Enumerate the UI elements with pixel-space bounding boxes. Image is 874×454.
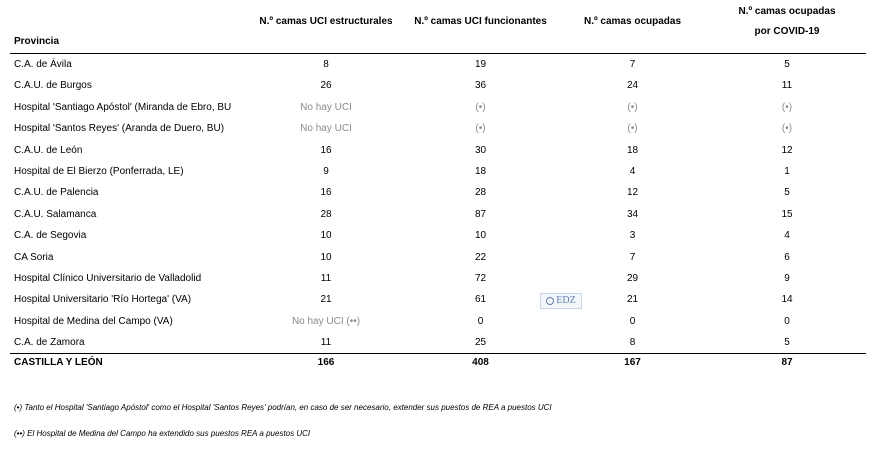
header-camas-estructurales: N.º camas UCI estructurales <box>259 16 393 27</box>
cell-ocupadas: 24 <box>626 80 639 92</box>
table-row <box>0 118 874 139</box>
cell-funcionantes: 87 <box>474 208 487 220</box>
watermark-text: EDZ <box>556 295 576 306</box>
cell-estructurales: 21 <box>320 294 332 306</box>
header-provincia: Provincia <box>14 36 60 47</box>
cell-estructurales: 10 <box>320 230 332 242</box>
cell-funcionantes: 36 <box>474 80 487 92</box>
table-row <box>0 311 874 332</box>
cell-provincia: C.A.U. de Burgos <box>14 80 92 92</box>
table-row <box>0 289 874 310</box>
cell-estructurales: 16 <box>320 187 332 199</box>
cell-ocupadas: (•) <box>627 101 638 113</box>
cell-covid: 11 <box>781 80 793 92</box>
cell-provincia: Hospital 'Santos Reyes' (Aranda de Duero, BU) <box>14 123 225 135</box>
cell-ocupadas: 4 <box>629 165 636 177</box>
table-row <box>0 332 874 353</box>
cell-estructurales: No hay UCI <box>300 101 352 113</box>
cell-estructurales: 11 <box>320 337 332 349</box>
table-row <box>0 204 874 225</box>
table-row <box>0 225 874 246</box>
table-row <box>0 75 874 96</box>
cell-funcionantes: 28 <box>474 187 487 199</box>
table-row <box>0 97 874 118</box>
cell-estructurales: 28 <box>320 208 332 220</box>
table-row <box>0 54 874 75</box>
table-body <box>0 54 874 353</box>
cell-estructurales: 9 <box>323 165 329 177</box>
cell-funcionantes: 10 <box>474 230 487 242</box>
cell-covid: 1 <box>784 165 790 177</box>
cell-estructurales: 10 <box>320 251 332 263</box>
cell-funcionantes: 61 <box>474 294 487 306</box>
cell-ocupadas: 29 <box>626 272 639 284</box>
cell-funcionantes: (•) <box>475 123 486 135</box>
header-camas-covid-line2: por COVID-19 <box>754 26 820 37</box>
footnote-double-dot: (••) El Hospital de Medina del Campo ha extendido sus puestos REA a puestos UCI <box>14 429 311 438</box>
cell-ocupadas: 7 <box>629 59 636 70</box>
cell-estructurales: 11 <box>320 272 332 284</box>
edz-watermark <box>540 293 582 309</box>
cell-estructurales: No hay UCI <box>300 123 352 135</box>
cell-funcionantes: 25 <box>474 337 487 349</box>
total-covid: 87 <box>781 357 793 368</box>
cell-ocupadas: 3 <box>629 230 636 242</box>
cell-covid: 6 <box>784 251 790 263</box>
footnote-single-dot: (•) Tanto el Hospital 'Santiago Apóstol' como el Hospital 'Santos Reyes' podrían, en caso de ser necesario, extender sus puestos de REA a puestos UCI <box>14 403 552 412</box>
total-row <box>0 353 874 373</box>
cell-provincia: Hospital Clínico Universitario de Valladolid <box>14 272 202 284</box>
cell-ocupadas: (•) <box>627 123 638 135</box>
cell-covid: 5 <box>784 187 790 199</box>
cell-provincia: Hospital 'Santiago Apóstol' (Miranda de Ebro, BU <box>14 101 232 113</box>
cell-provincia: C.A.U. de León <box>14 144 83 156</box>
total-provincia: CASTILLA Y LEÓN <box>14 357 103 368</box>
cell-covid: 5 <box>784 59 790 70</box>
cell-provincia: C.A.U. de Palencia <box>14 187 99 199</box>
cell-estructurales: 8 <box>323 59 329 70</box>
cell-covid: 5 <box>784 337 790 349</box>
table-row <box>0 182 874 203</box>
cell-covid: (•) <box>781 101 793 113</box>
header-camas-funcionantes: N.º camas UCI funcionantes <box>414 16 547 27</box>
cell-ocupadas: 7 <box>629 251 636 263</box>
cell-covid: 0 <box>784 315 790 327</box>
header-camas-ocupadas: N.º camas ocupadas <box>583 16 682 27</box>
cell-funcionantes: 22 <box>474 251 487 263</box>
cell-provincia: C.A. de Ávila <box>14 59 72 70</box>
cell-ocupadas: 21 <box>626 294 639 306</box>
cell-funcionantes: 72 <box>474 272 487 284</box>
cell-funcionantes: (•) <box>475 101 486 113</box>
cell-ocupadas: 8 <box>629 337 636 349</box>
cell-covid: 12 <box>781 144 793 156</box>
cell-funcionantes: 30 <box>474 144 487 156</box>
cell-covid: 9 <box>784 272 790 284</box>
cell-funcionantes: 19 <box>474 59 487 70</box>
cell-covid: 15 <box>781 208 793 220</box>
cell-covid: (•) <box>781 123 793 135</box>
cell-provincia: Hospital de El Bierzo (Ponferrada, LE) <box>14 165 184 177</box>
total-funcionantes: 408 <box>472 357 489 368</box>
cell-provincia: Hospital de Medina del Campo (VA) <box>14 315 173 327</box>
globe-icon <box>546 297 554 305</box>
cell-covid: 4 <box>784 230 790 242</box>
cell-ocupadas: 0 <box>629 315 636 327</box>
cell-provincia: C.A.U. Salamanca <box>14 208 97 220</box>
cell-ocupadas: 34 <box>626 208 639 220</box>
cell-covid: 14 <box>781 294 793 306</box>
cell-provincia: CA Soria <box>14 251 54 263</box>
cell-provincia: C.A. de Segovia <box>14 230 87 242</box>
cell-estructurales: No hay UCI (••) <box>291 315 361 327</box>
cell-funcionantes: 0 <box>477 315 484 327</box>
cell-ocupadas: 12 <box>626 187 639 199</box>
cell-funcionantes: 18 <box>474 165 487 177</box>
cell-estructurales: 26 <box>320 80 332 92</box>
table-row <box>0 268 874 289</box>
cell-provincia: C.A. de Zamora <box>14 337 85 349</box>
table-row <box>0 247 874 268</box>
cell-ocupadas: 18 <box>626 144 639 156</box>
header-camas-covid-line1: N.º camas ocupadas <box>738 6 836 17</box>
header-camas-covid <box>712 2 862 42</box>
total-estructurales: 166 <box>317 357 335 368</box>
total-ocupadas: 167 <box>624 357 641 368</box>
cell-estructurales: 16 <box>320 144 332 156</box>
table-row <box>0 161 874 182</box>
table-row <box>0 140 874 161</box>
cell-provincia: Hospital Universitario 'Río Hortega' (VA) <box>14 294 192 306</box>
